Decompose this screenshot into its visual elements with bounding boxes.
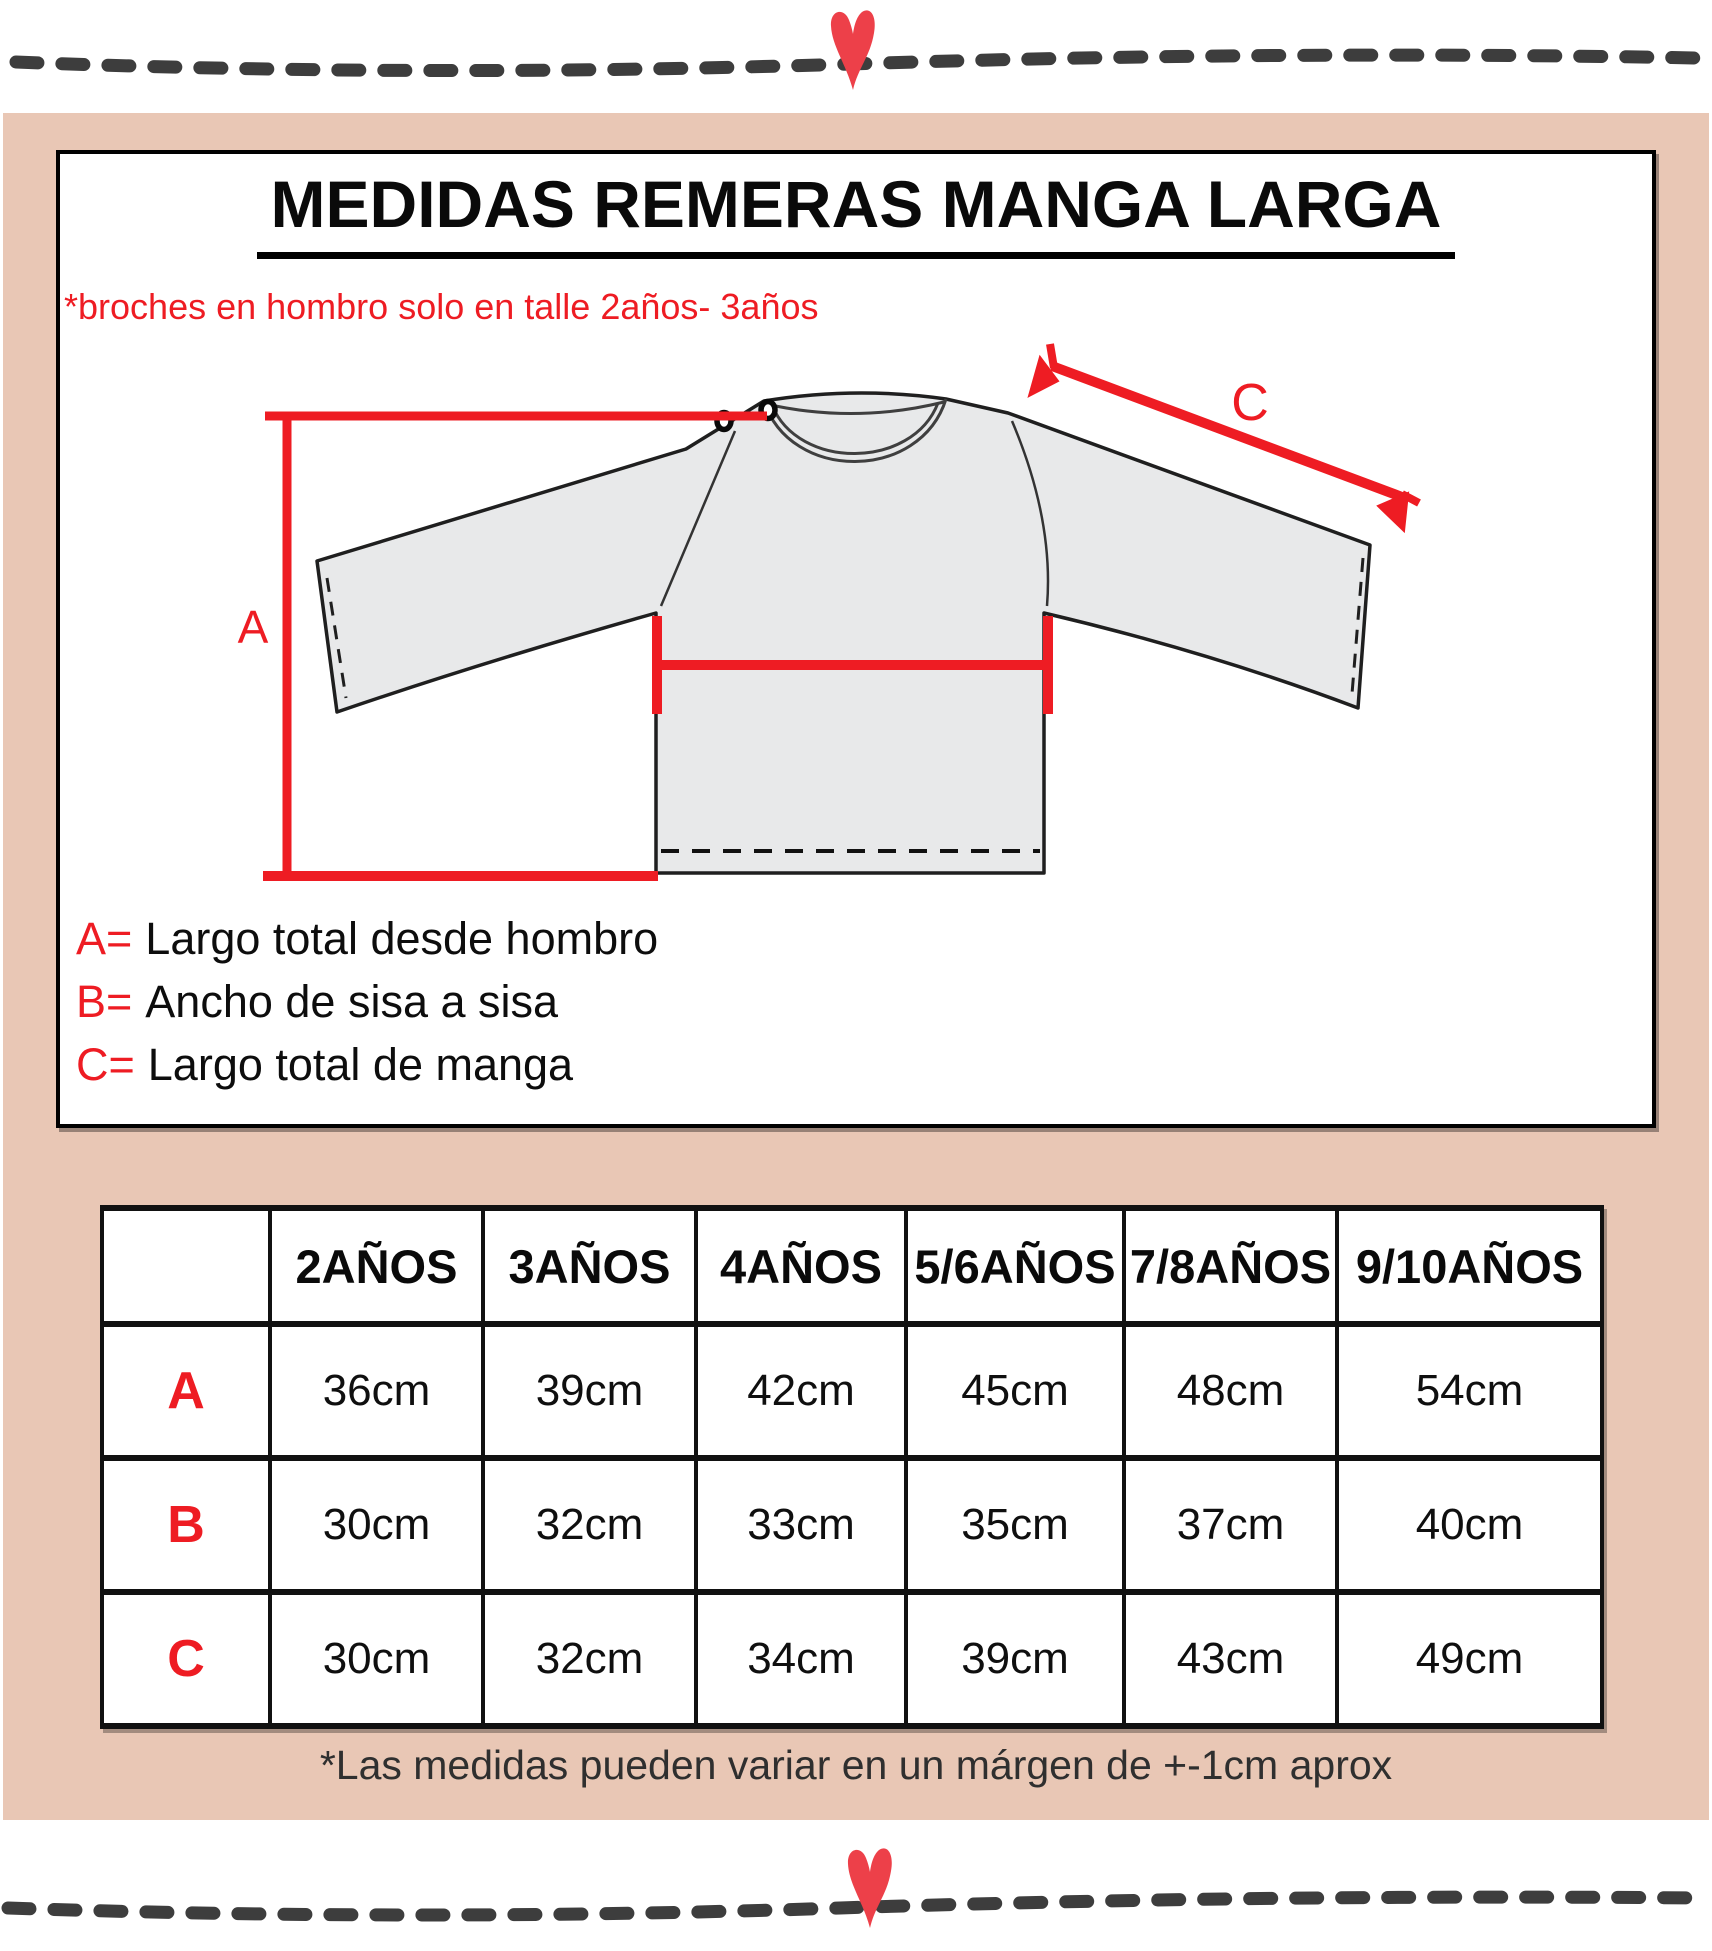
size-cell: 48cm — [1124, 1324, 1337, 1458]
size-cell: 36cm — [270, 1324, 483, 1458]
heart-icon — [831, 10, 875, 90]
size-cell: 32cm — [483, 1458, 696, 1592]
size-col-header — [102, 1208, 270, 1324]
size-cell: 42cm — [696, 1324, 906, 1458]
legend-key: C= — [76, 1039, 135, 1090]
legend-text: Largo total de manga — [147, 1039, 574, 1090]
size-col-header: 9/10AÑOS — [1337, 1208, 1602, 1324]
size-cell: 33cm — [696, 1458, 906, 1592]
shirt-outline — [317, 393, 1370, 873]
legend-key: B= — [76, 976, 133, 1027]
size-col-header: 7/8AÑOS — [1124, 1208, 1337, 1324]
size-table-row — [102, 1458, 1602, 1592]
size-table — [100, 1205, 1604, 1729]
size-cell: 39cm — [483, 1324, 696, 1458]
dashed-line — [16, 55, 1696, 70]
measure-legend — [76, 907, 658, 1096]
size-col-header: 3AÑOS — [483, 1208, 696, 1324]
shoulder-snaps-note: *broches en hombro solo en talle 2años- 3años — [64, 286, 819, 327]
size-cell: 43cm — [1124, 1592, 1337, 1726]
bottom-dashed-divider — [0, 1825, 1712, 1951]
legend-key: A= — [76, 913, 133, 964]
size-table-row — [102, 1324, 1602, 1458]
heart-icon — [848, 1848, 892, 1928]
size-cell: 34cm — [696, 1592, 906, 1726]
size-cell: 30cm — [270, 1458, 483, 1592]
legend-row — [76, 970, 658, 1033]
top-dashed-divider — [0, 0, 1712, 112]
size-guide-panel — [56, 150, 1656, 1128]
legend-row — [76, 907, 658, 970]
size-cell: 54cm — [1337, 1324, 1602, 1458]
size-cell: 45cm — [906, 1324, 1124, 1458]
legend-text: Ancho de sisa a sisa — [145, 976, 559, 1027]
measure-label-a: A — [237, 601, 269, 653]
legend-text: Largo total desde hombro — [145, 913, 659, 964]
dashed-line — [8, 1897, 1700, 1915]
legend-row — [76, 1033, 658, 1096]
size-cell: 35cm — [906, 1458, 1124, 1592]
measure-label-c: C — [1231, 374, 1269, 432]
size-cell: 39cm — [906, 1592, 1124, 1726]
size-table-header-row — [102, 1208, 1602, 1324]
tolerance-footnote: *Las medidas pueden variar en un márgen de +-1cm aprox — [319, 1742, 1393, 1788]
size-cell: 32cm — [483, 1592, 696, 1726]
size-row-label: C — [102, 1592, 270, 1726]
size-cell: 37cm — [1124, 1458, 1337, 1592]
size-col-header: 4AÑOS — [696, 1208, 906, 1324]
size-row-label: B — [102, 1458, 270, 1592]
size-table-row — [102, 1592, 1602, 1726]
page-title — [60, 166, 1652, 259]
size-col-header: 5/6AÑOS — [906, 1208, 1124, 1324]
size-col-header: 2AÑOS — [270, 1208, 483, 1324]
size-cell: 30cm — [270, 1592, 483, 1726]
size-row-label: A — [102, 1324, 270, 1458]
size-cell: 49cm — [1337, 1592, 1602, 1726]
page-title-text: MEDIDAS REMERAS MANGA LARGA — [257, 166, 1456, 259]
size-cell: 40cm — [1337, 1458, 1602, 1592]
